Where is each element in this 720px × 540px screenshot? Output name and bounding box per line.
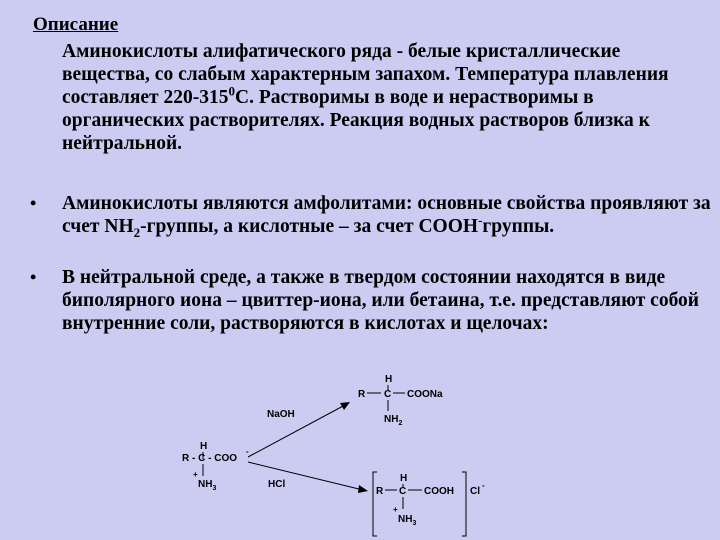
hydrogen-label: H bbox=[200, 441, 208, 452]
paragraph-text: группы. bbox=[482, 216, 555, 237]
group-label: COOH bbox=[424, 486, 454, 497]
arrowhead bbox=[358, 485, 368, 493]
subscript: 2 bbox=[133, 224, 141, 240]
superscript: - bbox=[478, 212, 483, 228]
carbon-label: C bbox=[399, 486, 407, 497]
bullet-marker: • bbox=[30, 267, 37, 287]
section-heading: Описание bbox=[33, 14, 119, 35]
hydrogen-label: H bbox=[385, 374, 393, 385]
carbon-label: C bbox=[384, 389, 392, 400]
arrow-down bbox=[248, 462, 363, 490]
amino-label bbox=[198, 479, 216, 492]
chain-label: R - C - COO bbox=[182, 453, 237, 464]
reagent-hcl: HCl bbox=[268, 479, 286, 490]
amino-label bbox=[398, 514, 416, 527]
amino-subscript: 3 bbox=[212, 485, 217, 492]
paragraph-text: С. Растворимы в воде и нерастворимы в органических растворителях. Реакция водных растворов близка к нейтральной. bbox=[62, 87, 650, 154]
charge-label: + bbox=[193, 470, 198, 479]
arrow-up bbox=[248, 405, 345, 457]
paragraph-text: -группы, а кислотные – за счет COOH bbox=[140, 216, 479, 237]
paragraph-text: Аминокислоты являются амфолитами: основные свойства проявляют за счет NH bbox=[62, 193, 711, 237]
right-bracket bbox=[462, 472, 466, 536]
sodium-salt-structure bbox=[358, 374, 443, 427]
hydrochloride-structure bbox=[373, 472, 485, 536]
left-bracket bbox=[373, 472, 377, 536]
hydrogen-label: H bbox=[400, 473, 408, 484]
group-label: COONa bbox=[407, 389, 443, 400]
amino-subscript: 2 bbox=[398, 420, 403, 427]
amino-text: NH bbox=[198, 479, 213, 490]
radical-label: R bbox=[376, 486, 384, 497]
arrowhead bbox=[340, 402, 350, 410]
charge-label: - bbox=[246, 447, 249, 456]
charge-label: + bbox=[393, 505, 398, 514]
zwitterion-structure bbox=[182, 441, 249, 492]
amino-subscript: 3 bbox=[412, 520, 417, 527]
bullet-marker: • bbox=[30, 193, 37, 213]
charge-label: - bbox=[482, 481, 485, 490]
amino-text: NH bbox=[384, 414, 399, 425]
paragraph-zwitterion: В нейтральной среде, а также в твердом состоянии находятся в виде биполярного иона – цвиттер-иона, или бетаина, т.е. представляют собой внутренние соли, растворяются в кислотах и щелочах: bbox=[62, 267, 700, 334]
amino-label bbox=[384, 414, 402, 427]
paragraph-text: Аминокислоты алифатического ряда - белые кристаллические вещества, со слабым характерным запахом. Температура плавления составляет 220-315 bbox=[62, 41, 669, 108]
amino-text: NH bbox=[398, 514, 413, 525]
degree-superscript: 0 bbox=[228, 83, 235, 99]
reagent-naoh: NaOH bbox=[267, 409, 295, 420]
chloride-label: Cl bbox=[470, 486, 480, 497]
radical-label: R bbox=[358, 389, 366, 400]
